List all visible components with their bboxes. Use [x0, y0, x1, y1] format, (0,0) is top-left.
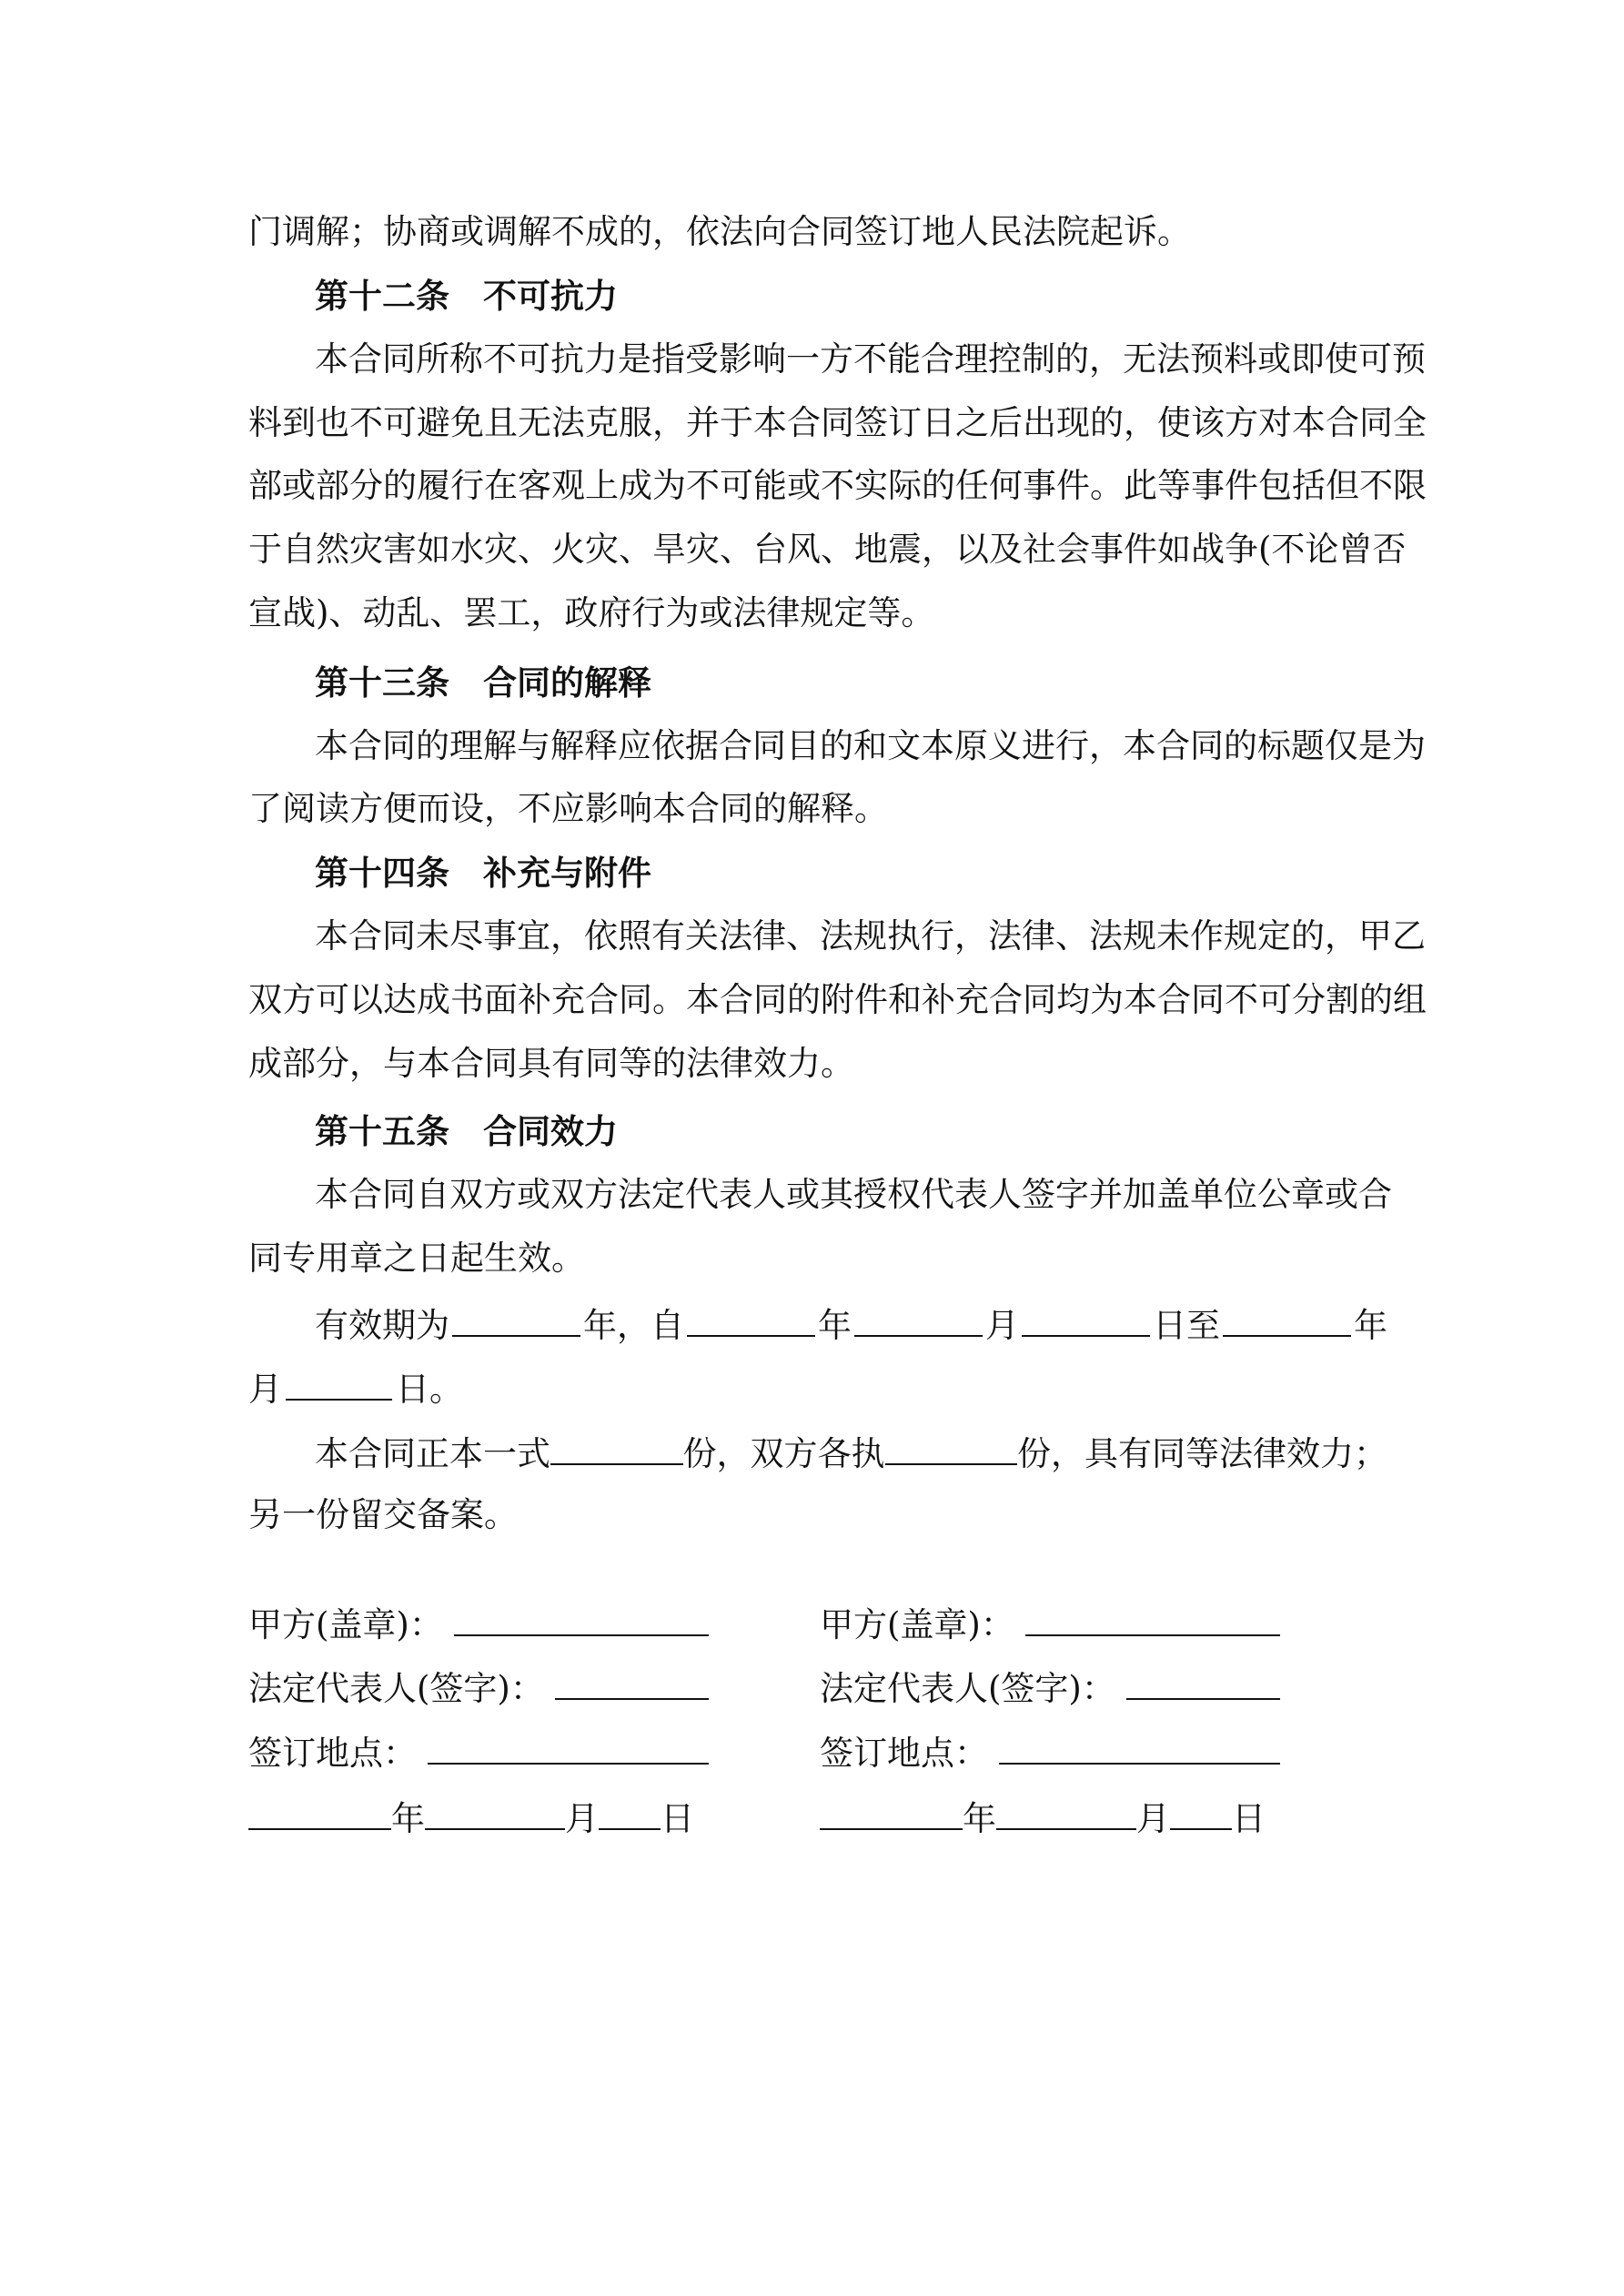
- validity-years-blank[interactable]: [452, 1293, 580, 1337]
- paragraph-line: 于自然灾害如水灾、火灾、旱灾、台风、地震，以及社会事件如战争(不论曾否: [248, 530, 1407, 569]
- year-blank[interactable]: [248, 1786, 391, 1830]
- copies-line: [315, 1421, 1387, 1485]
- day-blank[interactable]: [1170, 1786, 1232, 1830]
- validity-line: [315, 1293, 1387, 1357]
- day-to-label: 日至: [1153, 1306, 1220, 1345]
- paragraph-line: 了阅读方便而设，不应影响本合同的解释。: [248, 789, 888, 828]
- paragraph-line: 成部分，与本合同具有同等的法律效力。: [248, 1044, 854, 1083]
- validity-line-2: [248, 1357, 1387, 1421]
- paragraph-line: 双方可以达成书面补充合同。本合同的附件和补充合同均为本合同不可分割的组: [248, 980, 1427, 1019]
- month-label: 月: [248, 1370, 282, 1409]
- party-label: 甲方(盖章)：: [820, 1605, 1014, 1644]
- right-sign-date: [820, 1786, 1280, 1850]
- start-month-blank[interactable]: [854, 1293, 983, 1337]
- month-blank[interactable]: [425, 1786, 565, 1830]
- left-sign-place: [248, 1721, 709, 1785]
- day-label: 日。: [396, 1370, 463, 1409]
- party-label: 甲方(盖章)：: [248, 1605, 443, 1644]
- year-label: 年: [963, 1799, 996, 1838]
- paragraph-line: 同专用章之日起生效。: [248, 1239, 585, 1278]
- left-party-seal: [248, 1593, 709, 1656]
- copies-suffix: 份，具有同等法律效力；: [1017, 1434, 1387, 1473]
- paragraph-line: 本合同未尽事宜，依照有关法律、法规执行，法律、法规未作规定的，甲乙: [315, 916, 1426, 956]
- each-copies-blank[interactable]: [885, 1421, 1018, 1465]
- party-seal-blank[interactable]: [454, 1593, 709, 1636]
- month-label: 月: [985, 1306, 1019, 1345]
- copies-line-2: 另一份留交备案。: [248, 1495, 518, 1534]
- total-copies-blank[interactable]: [550, 1421, 683, 1465]
- copies-prefix: 本合同正本一式: [315, 1434, 550, 1473]
- year-label: 年: [818, 1306, 852, 1345]
- paragraph-line: 部或部分的履行在客观上成为不可能或不实际的任何事件。此等事件包括但不限: [248, 466, 1427, 505]
- paragraph-line: 门调解；协商或调解不成的，依法向合同签订地人民法院起诉。: [248, 212, 1191, 251]
- day-label: 日: [1232, 1799, 1266, 1838]
- copies-mid: 份，双方各执: [682, 1434, 885, 1473]
- right-legal-rep: [820, 1656, 1280, 1720]
- article-15-heading: 第十五条 合同效力: [315, 1111, 618, 1151]
- article-12-heading: 第十二条 不可抗力: [315, 276, 618, 316]
- rep-signature-blank[interactable]: [555, 1656, 709, 1700]
- month-label: 月: [1136, 1799, 1170, 1838]
- article-14-heading: 第十四条 补充与附件: [315, 853, 651, 893]
- right-party-seal: [820, 1593, 1280, 1656]
- place-label: 签订地点：: [820, 1734, 988, 1773]
- place-label: 签订地点：: [248, 1734, 417, 1773]
- place-blank[interactable]: [999, 1721, 1280, 1765]
- party-seal-blank[interactable]: [1025, 1593, 1280, 1636]
- left-sign-date: [248, 1786, 709, 1850]
- rep-label: 法定代表人(签字)：: [820, 1669, 1115, 1708]
- year-blank[interactable]: [820, 1786, 963, 1830]
- paragraph-line: 料到也不可避免且无法克服，并于本合同签订日之后出现的，使该方对本合同全: [248, 403, 1427, 442]
- month-blank[interactable]: [996, 1786, 1136, 1830]
- rep-label: 法定代表人(签字)：: [248, 1669, 544, 1708]
- right-sign-place: [820, 1721, 1280, 1785]
- rep-signature-blank[interactable]: [1126, 1656, 1280, 1700]
- paragraph-line: 本合同所称不可抗力是指受影响一方不能合理控制的，无法预料或即使可预: [315, 339, 1426, 379]
- start-year-blank[interactable]: [687, 1293, 815, 1337]
- day-label: 日: [661, 1799, 694, 1838]
- end-month-blank[interactable]: [286, 1357, 392, 1401]
- year-label: 年: [1354, 1306, 1387, 1345]
- place-blank[interactable]: [428, 1721, 709, 1765]
- end-year-blank[interactable]: [1223, 1293, 1351, 1337]
- article-13-heading: 第十三条 合同的解释: [315, 663, 651, 703]
- paragraph-line: 本合同自双方或双方法定代表人或其授权代表人签字并加盖单位公章或合: [315, 1175, 1392, 1214]
- validity-prefix: 有效期为: [315, 1306, 449, 1345]
- start-day-blank[interactable]: [1022, 1293, 1150, 1337]
- day-blank[interactable]: [599, 1786, 661, 1830]
- validity-year-sep: 年，自: [583, 1306, 684, 1345]
- left-legal-rep: [248, 1656, 709, 1720]
- paragraph-line: 本合同的理解与解释应依据合同目的和文本原义进行，本合同的标题仅是为: [315, 726, 1426, 765]
- month-label: 月: [565, 1799, 599, 1838]
- paragraph-line: 宣战)、动乱、罢工，政府行为或法律规定等。: [248, 593, 935, 632]
- year-label: 年: [391, 1799, 425, 1838]
